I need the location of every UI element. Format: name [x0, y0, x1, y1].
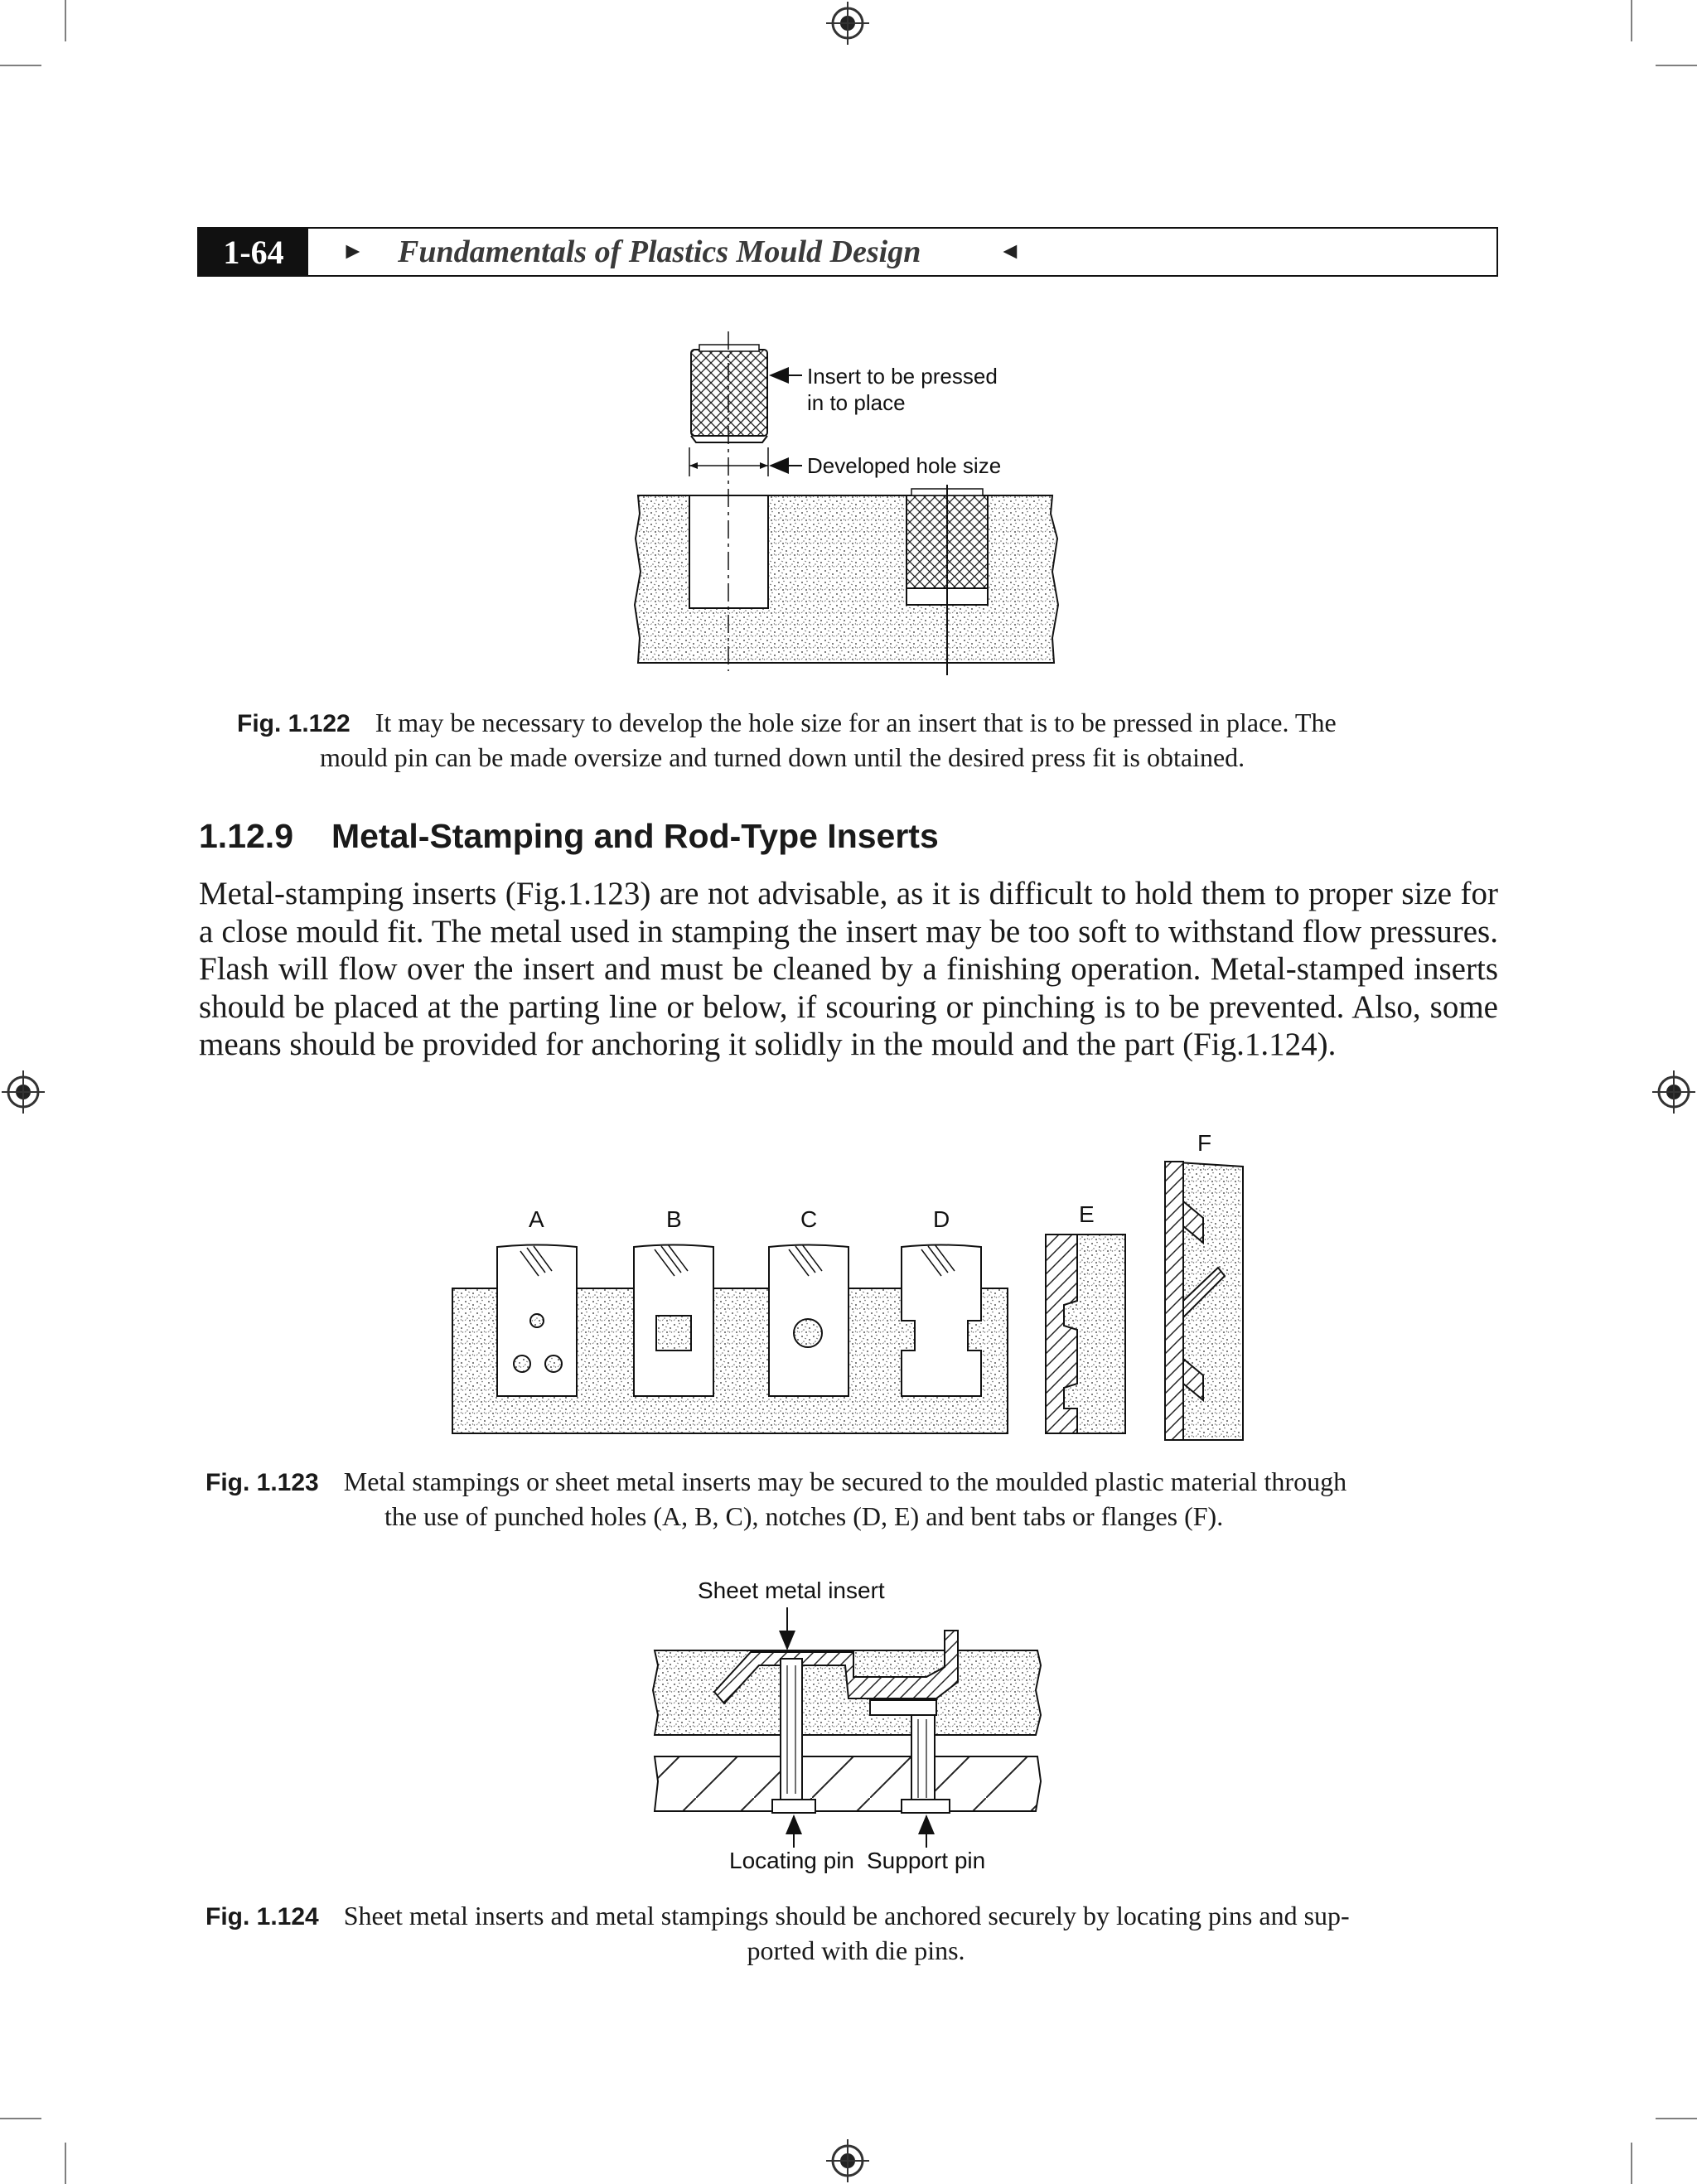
- label-support-pin: Support pin: [867, 1848, 986, 1873]
- label-insert-line2: in to place: [807, 390, 906, 415]
- caption-fig-1-124: [205, 1899, 1506, 1967]
- label-locating-pin: Locating pin: [729, 1848, 855, 1873]
- label-b: B: [666, 1206, 682, 1232]
- page-number: 1-64: [199, 229, 308, 275]
- label-c: C: [800, 1206, 818, 1232]
- section-title: Metal-Stamping and Rod-Type Inserts: [331, 817, 939, 855]
- body-paragraph: Metal-stamping inserts (Fig.1.123) are not advisable, as it is difficult to hold them to proper size for a close mould fit. The metal used in stamping the insert may be too soft to withstand flow pressures. Flash will flow over the insert and must be cleaned by a finishing operation. Metal-stamped inserts should be placed at the parting line or below, if scouring or pinching is to be prevented. Also, some means should be provided for anchoring it solidly in the mould and the part (Fig.1.124).: [199, 876, 1498, 1062]
- caption-label: Fig. 1.124: [205, 1903, 319, 1930]
- caption-line2: the use of punched holes (A, B, C), notches (D, E) and bent tabs or flanges (F).: [384, 1501, 1224, 1531]
- label-a: A: [529, 1206, 544, 1232]
- caption-label: Fig. 1.122: [237, 710, 351, 737]
- caption-line2: mould pin can be made oversize and turned down until the desired press fit is obtained.: [320, 742, 1245, 772]
- label-insert-line1: Insert to be pressed: [807, 364, 998, 389]
- label-e: E: [1079, 1201, 1095, 1227]
- label-sheet-metal-insert: Sheet metal insert: [698, 1578, 885, 1603]
- left-triangle-icon: ◄: [998, 239, 1022, 264]
- caption-line1: Sheet metal inserts and metal stampings should be anchored securely by locating pins and sup-: [343, 1901, 1350, 1930]
- section-number: 1.12.9: [199, 817, 293, 855]
- label-developed-hole-size: Developed hole size: [807, 453, 1002, 478]
- book-title: Fundamentals of Plastics Mould Design: [398, 234, 921, 269]
- caption-line1: It may be necessary to develop the hole size for an insert that is to be pressed in place. The: [375, 708, 1337, 737]
- caption-line2: ported with die pins.: [747, 1935, 965, 1965]
- caption-label: Fig. 1.123: [205, 1469, 319, 1496]
- caption-line1: Metal stampings or sheet metal inserts may be secured to the moulded plastic material through: [343, 1466, 1347, 1496]
- right-triangle-icon: ►: [341, 239, 365, 264]
- label-d: D: [933, 1206, 950, 1232]
- label-f: F: [1197, 1130, 1212, 1156]
